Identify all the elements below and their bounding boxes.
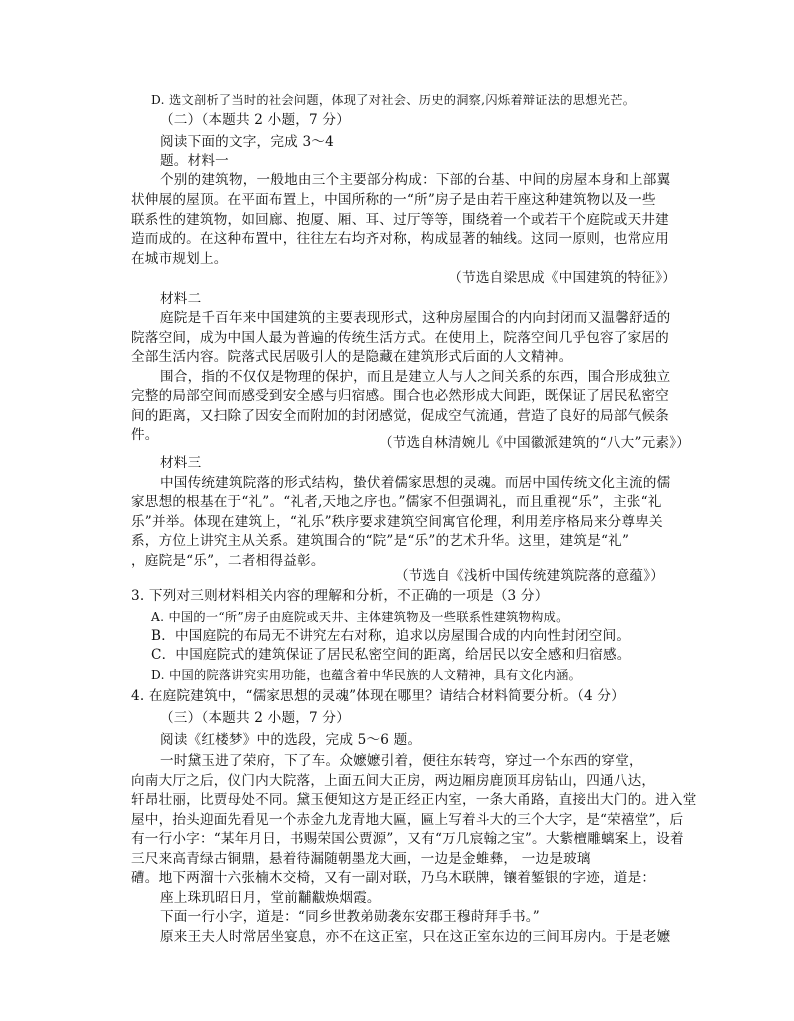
material-two-line: 完整的局部空间而感受到安全感与归宿感。围合也必然形成大间距，既保证了居民私密空 xyxy=(131,388,669,404)
option-d-q2: D. 选文剖析了当时的社会问题，体现了对社会、历史的洞察,闪烁着辩证法的思想光芒。 xyxy=(151,93,636,107)
option-a: A. 中国的一“所”房子由庭院或天井、主体建筑物及一些联系性建筑物构成。 xyxy=(151,610,569,624)
material-two-line: 件。 xyxy=(131,427,159,443)
material-two-line: 庭院是千百年来中国建筑的主要表现形式，这种房屋围合的内向封闭而又温馨舒适的 xyxy=(160,310,671,326)
material-three-line: ，庭院是“乐”，二者相得益彰。 xyxy=(131,553,325,569)
option-c: C．中国庭院式的建筑保证了居民私密空间的距离，给居民以安全感和归宿感。 xyxy=(151,647,631,663)
material-three-line: 家思想的根基在于“礼”。“礼者,天地之序也。”儒家不但强调礼，而且重视“乐”，主张“礼 xyxy=(131,494,662,510)
material-two-line: 全部生活内容。院落式民居吸引人的是隐藏在建筑形式后面的人文精神。 xyxy=(131,349,573,365)
material-two-line: 间的距离，又扫除了因安全而附加的封闭感觉，促成空气流通，营造了良好的局部气候条 xyxy=(131,408,669,424)
material-one-line: 造而成的。在这种布置中，往往左右均齐对称，构成显著的轴线。这同一原则，也常应用 xyxy=(131,231,669,247)
question-3: 3. 下列对三则材料相关内容的理解和分析，不正确的一项是（3 分） xyxy=(131,588,549,604)
excerpt-line: 𥕢。地下两溜十六张楠木交椅，又有一副对联，乃乌木联牌，镶着錾银的字迹，道是： xyxy=(131,870,656,886)
reading-instruction: 阅读下面的文字，完成 3～4 xyxy=(160,134,334,150)
excerpt-line: 原来王夫人时常居坐宴息，亦不在这正室，只在这正室东边的三间耳房内。于是老嬷 xyxy=(160,929,671,945)
material-one-line: 个别的建筑物，一般地由三个主要部分构成：下部的台基、中间的房屋本身和上部翼 xyxy=(160,172,671,188)
excerpt-line: 下面一行小字，道是：“同乡世教弟勋袭东安郡王穆莳拜手书。” xyxy=(160,909,540,925)
source-citation-2: （节选自林清婉儿《中国徽派建筑的“八大”元素》） xyxy=(379,435,690,451)
section-heading-2: （二）（本题共 2 小题，7 分） xyxy=(160,112,350,128)
material-one-line: 状伸展的屋顶。在平面布置上，中国所称的一“所”房子是由若干座这种建筑物以及一些 xyxy=(131,192,656,208)
material-three-line: 乐”并举。体现在建筑上，“礼乐”秩序要求建筑空间寓官伦理，利用差序格局来分尊卑关 xyxy=(131,514,663,530)
material-three-line: 系，方位上讲究主从关系。建筑围合的“院”是“乐”的艺术升华。这里，建筑是“礼” xyxy=(131,533,630,549)
excerpt-line: 三尺来高青绿古铜鼎，悬着待漏随朝墨龙大画，一边是金蜼彝， 一边是玻璃 xyxy=(131,851,591,867)
option-b: B．中国庭院的布局无不讲究左右对称，追求以房屋围合成的内向性封闭空间。 xyxy=(151,628,631,644)
option-d: D. 中国的院落讲究实用功能，也蕴含着中华民族的人文精神，具有文化内涵。 xyxy=(151,668,582,682)
excerpt-line: 屋中，抬头迎面先看见一个赤金九龙青地大匾，匾上写着斗大的三个大字，是“荣禧堂”，后 xyxy=(131,812,684,828)
reading-instruction: 阅读《红楼梦》中的选段，完成 5～6 题。 xyxy=(160,732,422,748)
excerpt-line: 有一行小字：“某年月日，书赐荣国公贾源”，又有“万几宸翰之宝”。大紫檀雕螭案上，设着 xyxy=(131,831,684,847)
material-two-line: 围合，指的不仅仅是物理的保护，而且是建立人与人之间关系的东西，围合形成独立 xyxy=(160,369,671,385)
material-three-line: 中国传统建筑院落的形式结构，蛰伏着儒家思想的灵魂。而居中国传统文化主流的儒 xyxy=(160,475,671,491)
material-two-label: 材料二 xyxy=(160,291,202,307)
section-heading-3: （三）（本题共 2 小题，7 分） xyxy=(160,710,350,726)
source-citation-3: （节选自《浅析中国传统建筑院落的意蕴》） xyxy=(394,568,664,584)
source-citation-1: （节选自梁思成《中国建筑的特征》） xyxy=(448,270,676,286)
material-one-line: 联系性的建筑物，如回廊、抱厦、厢、耳、过厅等等，围绕着一个或若干个庭院或天井建 xyxy=(131,212,669,228)
material-two-line: 院落空间，成为中国人最为普遍的传统生活方式。在使用上，院落空间几乎包容了家居的 xyxy=(131,330,669,346)
excerpt-line: 一时黛玉进了荣府，下了车。众嬷嬷引着，便往东转弯，穿过一个东西的穿堂， xyxy=(160,753,643,769)
material-three-label: 材料三 xyxy=(160,455,202,471)
material-one-line: 在城市规划上。 xyxy=(131,251,228,267)
material-one-label: 题。材料一 xyxy=(160,153,229,169)
question-4: 4. 在庭院建筑中，“儒家思想的灵魂”体现在哪里？请结合材料简要分析。（4 分） xyxy=(131,688,625,704)
excerpt-line: 向南大厅之后，仪门内大院落，上面五间大正房，两边厢房鹿顶耳房钻山，四通八达， xyxy=(131,773,656,789)
excerpt-line: 轩昂壮丽，比贾母处不同。黛玉便知这方是正经正内室，一条大甬路，直接出大门的。进入堂 xyxy=(131,792,697,808)
couplet-line: 座上珠玑昭日月，堂前黼黻焕烟霞。 xyxy=(160,890,381,906)
